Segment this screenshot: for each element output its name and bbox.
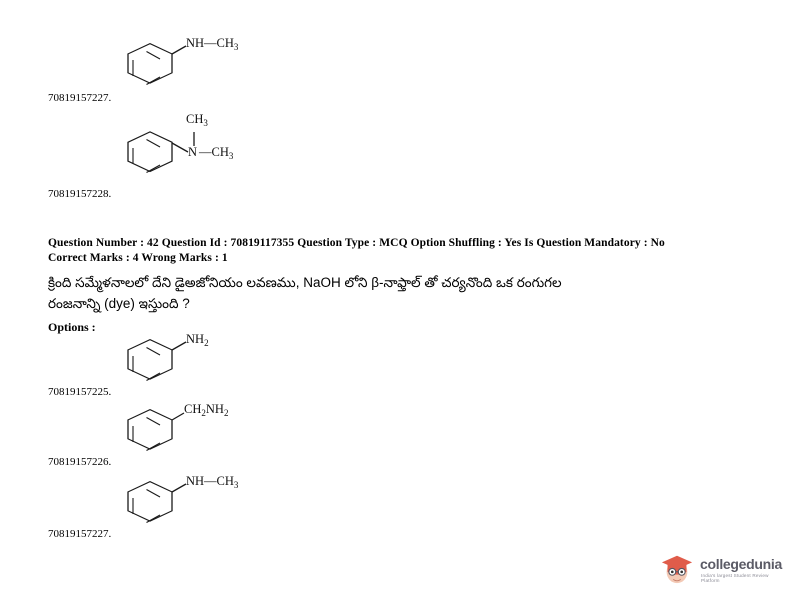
question-header	[48, 236, 665, 266]
formula-label-top: $CH_3$	[186, 112, 208, 128]
option-id: 70819157228.	[48, 188, 112, 200]
question-header-line-2: Correct Marks : 4 Wrong Marks : 1	[48, 252, 228, 264]
formula-label: $NH—CH_3$	[186, 474, 239, 490]
formula-label: $NH_2$	[186, 332, 209, 348]
question-text	[48, 272, 688, 314]
question-header-line-1: Question Number : 42 Question Id : 70819117355 Question Type : MCQ Option Shuffling : Yes Is Question Mandatory : No	[48, 237, 665, 249]
formula-label-nitrogen: N	[188, 145, 198, 159]
question-text-line-1: క్రింది సమ్మేళనాలలో దేని డైఅజోనియం లవణము, NaOH లోని β-నాఫ్తాల్ తో చర్యనొంది ఒక రంగుగల	[48, 275, 562, 290]
graduate-avatar-icon	[658, 552, 696, 586]
options-label: Options :	[48, 320, 96, 334]
logo-tagline: India's largest Student Review Platform	[701, 573, 769, 583]
structure-n-methylaniline-top	[120, 36, 290, 97]
option-id: 70819157227.	[48, 92, 112, 104]
question-text-line-2: రంజనాన్ని (dye) ఇస్తుంది ?	[48, 296, 190, 311]
structure-benzylamine	[120, 402, 290, 463]
formula-label: $CH_2NH_2$	[184, 402, 229, 418]
watermark-logo	[656, 550, 782, 590]
formula-label-right: $—CH_3$	[199, 145, 234, 161]
option-id: 70819157226.	[48, 456, 112, 468]
structure-n-methylaniline	[120, 474, 290, 535]
option-id: 70819157227.	[48, 528, 112, 540]
option-id: 70819157225.	[48, 386, 112, 398]
formula-label: $NH—CH_3$	[186, 36, 239, 52]
logo-brand-text: collegedunia	[700, 556, 782, 572]
structure-nn-dimethylaniline	[120, 112, 300, 193]
structure-aniline	[120, 332, 290, 393]
